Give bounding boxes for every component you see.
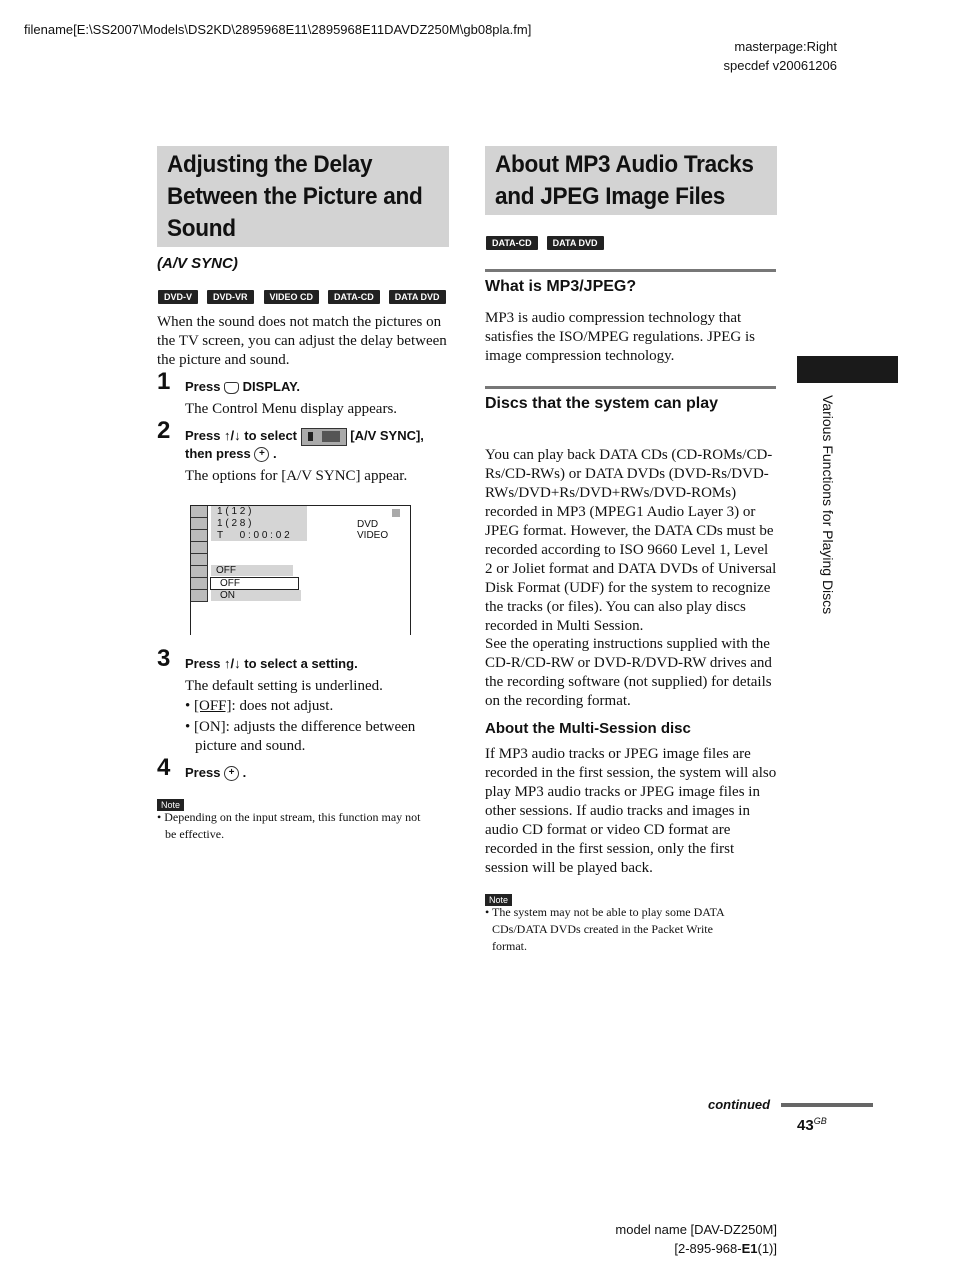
step-2-title: Press ↑/↓ to select [A/V SYNC], xyxy=(185,427,424,446)
control-menu-display xyxy=(190,505,411,635)
step-1-number: 1 xyxy=(157,368,171,395)
badge-data-dvd: DATA DVD xyxy=(389,290,446,304)
right-note-label: Note xyxy=(485,890,512,908)
left-subtitle: (A/V SYNC) xyxy=(157,255,238,272)
badge-data-dvd: DATA DVD xyxy=(547,236,604,250)
right-title: About MP3 Audio Tracks and JPEG Image Files xyxy=(495,151,754,210)
display-button-icon xyxy=(224,382,239,394)
discs-paragraph-1: You can play back DATA CDs (CD-ROMs/CD-Rs/CD-RWs) or DATA DVDs (DVD-Rs/DVD-RWs/DVD+Rs/DVD+RWs/DVD-ROMs) recorded in MP3 (MPEG1 Audio Layer 3) or JPEG format. However, the DATA CDs must be recorded according to ISO 9660 Level 1, Level 2 or Joliet format and DATA DVDs of Universal Disk Format (UDF) for the system to recognize the tracks (or files). You can also play discs recorded in Multi Session. xyxy=(485,447,777,634)
section-rule xyxy=(485,386,776,389)
osd-menu-icon xyxy=(191,518,208,530)
page-number: $43^{GB}$ xyxy=(797,1116,827,1134)
right-note-text: • The system may not be able to play some DATA CDs/DATA DVDs created in the Packet Write format. xyxy=(485,905,725,953)
osd-icon-column xyxy=(191,506,208,602)
left-note-label: Note xyxy=(157,795,184,813)
enter-button-icon: + xyxy=(254,447,269,462)
step-3-bullet-off: • [OFF]: does not adjust. xyxy=(185,698,334,714)
step-2-number: 2 xyxy=(157,417,171,444)
left-disc-badges xyxy=(158,287,454,305)
osd-indicator xyxy=(392,509,400,517)
step-3-desc: The default setting is underlined. xyxy=(185,678,383,694)
osd-current-setting: OFF xyxy=(211,565,293,576)
what-is-text: MP3 is audio compression technology that satisfies the ISO/MPEG regulations. JPEG is image compression technology. xyxy=(485,310,755,364)
left-intro: When the sound does not match the pictures on the TV screen, you can adjust the delay between the picture and sound. xyxy=(157,314,447,368)
badge-video-cd: VIDEO CD xyxy=(264,290,320,304)
badge-data-cd: DATA-CD xyxy=(328,290,380,304)
step-3-bullet-on: • [ON]: adjusts the difference between picture and sound. xyxy=(185,719,416,754)
footer-code: [2-895-968-E1(1)] xyxy=(674,1241,777,1256)
right-disc-badges xyxy=(486,233,612,251)
masterpage-info xyxy=(724,37,837,75)
osd-time-line: T 0 : 0 0 : 0 2 xyxy=(217,530,290,541)
filename-header: filename[E:\SS2007\Models\DS2KD\2895968E11\2895968E11DAVDZ250M\gb08pla.fm] xyxy=(24,22,532,37)
left-note-text: • Depending on the input stream, this function may not be effective. xyxy=(157,810,421,841)
step-3-number: 3 xyxy=(157,645,171,672)
footer-model-info xyxy=(615,1220,777,1258)
osd-option-on[interactable]: ON xyxy=(211,590,301,601)
left-title: Adjusting the Delay Between the Picture and Sound xyxy=(167,151,423,242)
step-4-number: 4 xyxy=(157,754,171,781)
continued-bar xyxy=(781,1103,873,1107)
osd-menu-icon xyxy=(191,530,208,542)
osd-menu-icon xyxy=(191,578,208,590)
osd-option-off[interactable]: OFF xyxy=(210,577,299,590)
masterpage-label: masterpage:Right xyxy=(734,39,837,54)
osd-menu-icon xyxy=(191,542,208,554)
badge-dvd-vr: DVD-VR xyxy=(207,290,254,304)
side-tab-label: Various Functions for Playing Discs xyxy=(820,395,836,615)
heading-what-is-mp3-jpeg: What is MP3/JPEG? xyxy=(485,278,637,295)
enter-button-icon: + xyxy=(224,766,239,781)
step-3-title: Press ↑/↓ to select a setting. xyxy=(185,656,358,671)
heading-discs-that-system-can-play: Discs that the system can play xyxy=(485,395,718,412)
osd-chapter-line: 1 ( 2 8 ) xyxy=(217,518,252,529)
step-2-desc: The options for [A/V SYNC] appear. xyxy=(185,468,408,484)
osd-title-line: 1 ( 1 2 ) xyxy=(217,506,252,517)
continued-label: continued xyxy=(708,1097,771,1112)
osd-menu-icon xyxy=(191,590,208,602)
step-1-desc: The Control Menu display appears. xyxy=(185,401,398,417)
section-side-tab xyxy=(797,356,898,383)
step-1-title: Press DISPLAY. xyxy=(185,379,300,394)
osd-menu-icon xyxy=(191,506,208,518)
multi-session-text: If MP3 audio tracks or JPEG image files are recorded in the first session, the system will also play MP3 audio tracks or JPEG image files in other sessions. If audio tracks and images in audio CD format or video CD format are recorded in the first session, only the first session will be played back. xyxy=(485,746,777,876)
heading-multi-session: About the Multi-Session disc xyxy=(485,720,691,737)
osd-mode: DVD VIDEO xyxy=(357,519,389,541)
av-sync-menu-icon xyxy=(301,428,347,446)
section-rule xyxy=(485,269,776,272)
osd-menu-icon xyxy=(191,566,208,578)
specdef-label: specdef v20061206 xyxy=(723,58,837,73)
osd-menu-icon xyxy=(191,554,208,566)
left-title-box xyxy=(157,146,449,247)
badge-data-cd: DATA-CD xyxy=(486,236,538,250)
osd-status xyxy=(211,506,307,541)
discs-paragraph-2: See the operating instructions supplied with the CD-R/CD-RW or DVD-R/DVD-RW drives and the recording software (not supplied) for details on the recording format. xyxy=(485,636,772,709)
step-4-title: Press + . xyxy=(185,765,247,780)
right-title-box xyxy=(485,146,777,215)
footer-model-name: model name [DAV-DZ250M] xyxy=(615,1222,777,1237)
badge-dvd-v: DVD-V xyxy=(158,290,198,304)
step-2-title-line2: then press + . xyxy=(185,446,277,461)
